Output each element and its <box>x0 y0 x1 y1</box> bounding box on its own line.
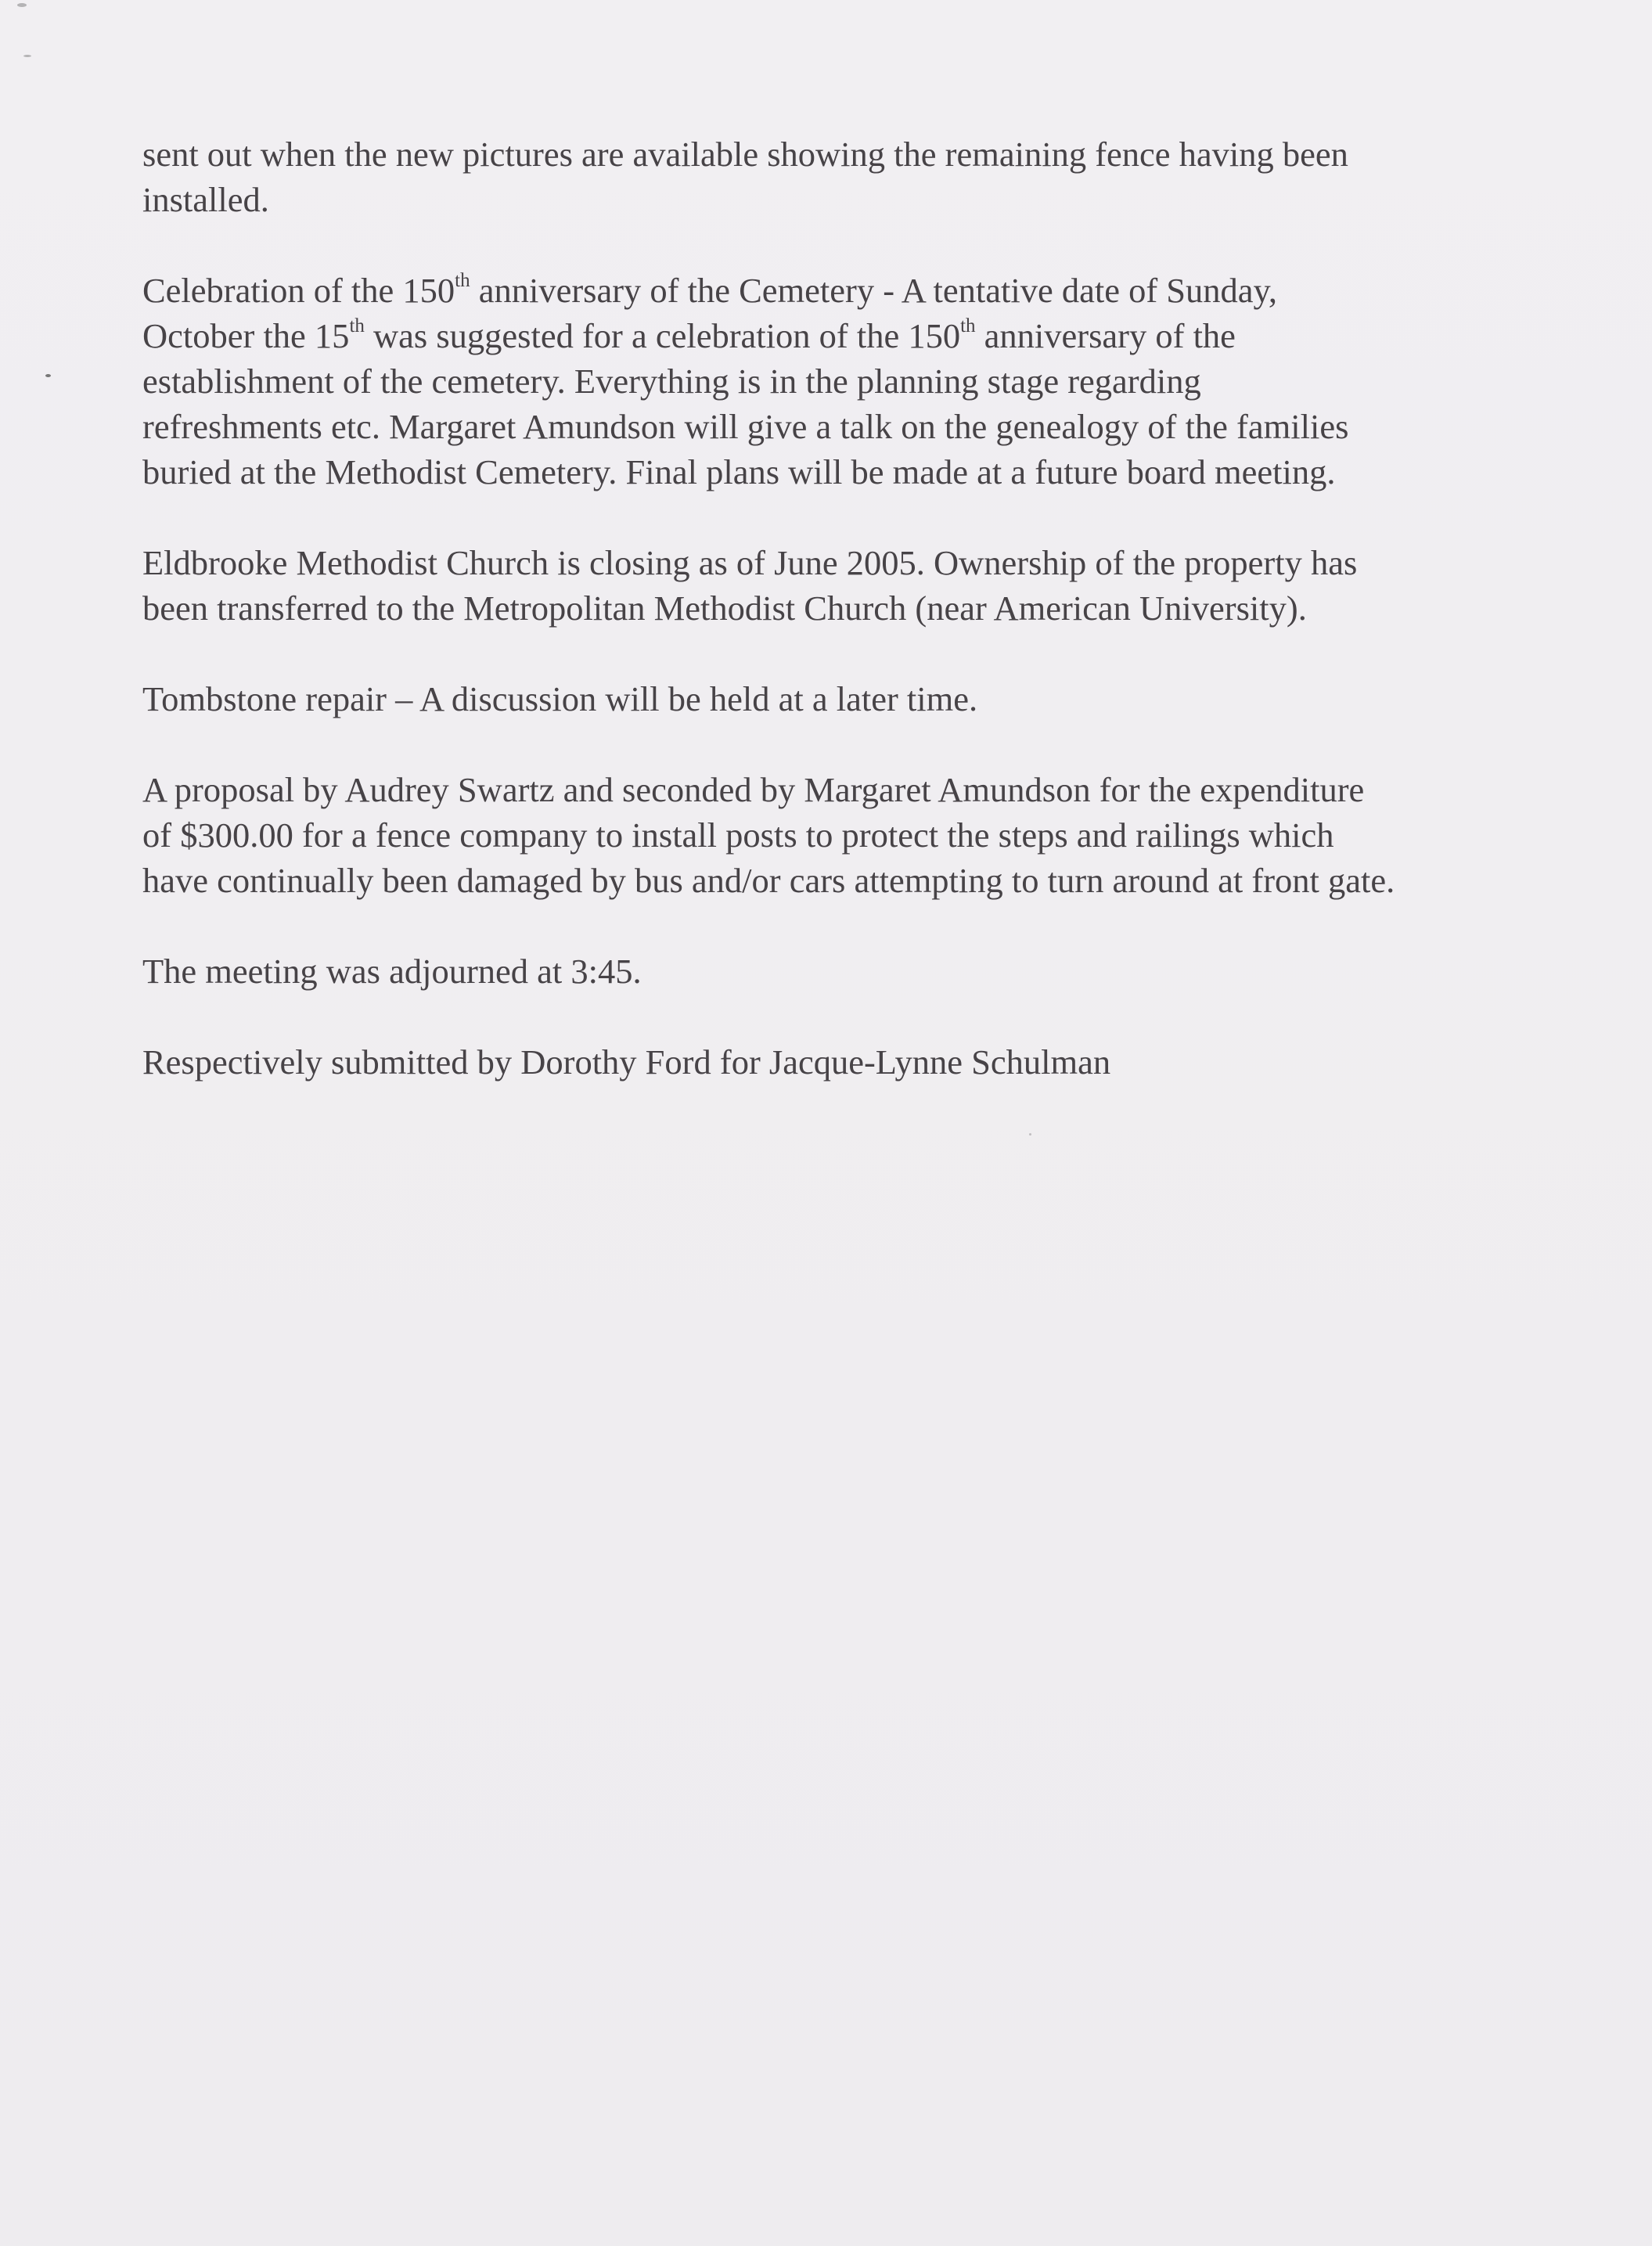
text-line <box>142 812 1575 858</box>
text-line <box>142 131 1575 177</box>
superscript-text: th <box>349 315 365 337</box>
paragraph <box>142 676 1575 722</box>
text-run: The meeting was adjourned at 3:45. <box>142 952 642 991</box>
text-line <box>142 676 1575 722</box>
text-line <box>142 540 1575 585</box>
text-run: establishment of the cemetery. Everything is in the planning stage regarding <box>142 362 1201 401</box>
text-line <box>142 358 1575 404</box>
text-line <box>142 948 1575 994</box>
text-line <box>142 585 1575 631</box>
text-run: sent out when the new pictures are available showing the remaining fence having been <box>142 135 1348 174</box>
superscript-text: th <box>455 270 470 291</box>
scan-speck <box>45 374 51 377</box>
text-run: A proposal by Audrey Swartz and seconded by Margaret Amundson for the expenditure <box>142 770 1365 809</box>
text-run: buried at the Methodist Cemetery. Final plans will be made at a future board meeting. <box>142 452 1336 491</box>
paragraph <box>142 1039 1575 1085</box>
paragraph <box>142 948 1575 994</box>
text-run: Eldbrooke Methodist Church is closing as of June 2005. Ownership of the property has <box>142 543 1358 582</box>
scan-speck <box>1029 1133 1031 1136</box>
text-run: Respectively submitted by Dorothy Ford for Jacque-Lynne Schulman <box>142 1042 1111 1082</box>
text-run: Celebration of the 150 <box>142 271 455 310</box>
text-run: anniversary of the Cemetery - A tentative date of Sunday, <box>470 271 1278 310</box>
text-run: refreshments etc. Margaret Amundson will give a talk on the genealogy of the families <box>142 407 1349 446</box>
text-run: October the 15 <box>142 316 350 355</box>
text-run: Tombstone repair – A discussion will be held at a later time. <box>142 679 978 718</box>
text-run: of $300.00 for a fence company to install posts to protect the steps and railings which <box>142 815 1334 855</box>
text-run: installed. <box>142 180 269 219</box>
paragraph <box>142 540 1575 631</box>
text-line <box>142 1039 1575 1085</box>
text-line <box>142 449 1575 495</box>
text-run: anniversary of the <box>975 316 1236 355</box>
text-run: been transferred to the Metropolitan Methodist Church (near American University). <box>142 588 1307 628</box>
text-line <box>142 268 1575 313</box>
paragraph <box>142 268 1575 495</box>
text-line <box>142 313 1575 358</box>
scan-speck <box>17 3 27 7</box>
text-run: was suggested for a celebration of the 150 <box>364 316 961 355</box>
text-run: have continually been damaged by bus and/or cars attempting to turn around at front gate. <box>142 861 1395 900</box>
document-body <box>142 131 1575 1130</box>
scan-speck <box>23 55 31 57</box>
text-line <box>142 858 1575 903</box>
paragraph <box>142 767 1575 903</box>
text-line <box>142 767 1575 812</box>
paragraph <box>142 131 1575 222</box>
text-line <box>142 177 1575 222</box>
superscript-text: th <box>960 315 976 337</box>
text-line <box>142 404 1575 449</box>
